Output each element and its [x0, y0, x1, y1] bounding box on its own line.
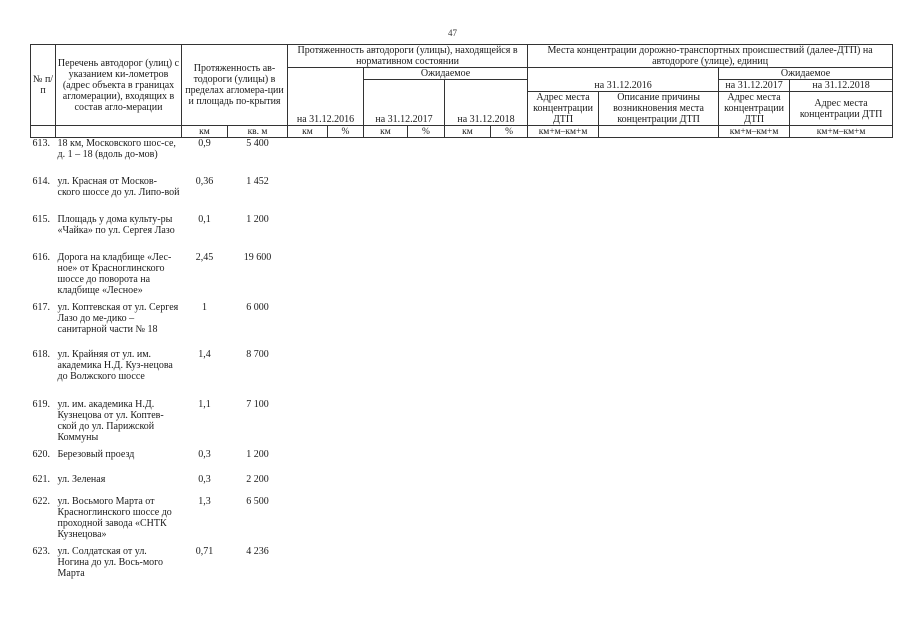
row-road-name: ул. Зеленая — [57, 473, 106, 485]
row-road-name: ул. Коптевская от ул. Сергея Лазо до ме-дико – санитарной части № 18 — [57, 301, 179, 335]
header-dtp-places: Места концентрации дорожно-транспортных происшествий (далее-ДТП) на автодороге (улице), единиц — [528, 45, 893, 68]
unit-empty-name — [56, 126, 182, 138]
header-dtp-expected: Ожидаемое — [719, 68, 893, 80]
row-length-km: 1,4 — [198, 348, 211, 360]
unit-pct-2017: % — [408, 126, 445, 138]
row-area-sq-m: 5 400 — [246, 138, 269, 149]
unit-sq-m: кв. м — [228, 126, 288, 138]
header-road-list: Перечень автодорог (улиц) с указанием ки-лометров (адрес объекта в границах агломерации), входящих в состав агло-мерации — [56, 45, 182, 126]
header-normal-2017: на 31.12.2017 — [364, 80, 445, 126]
header-dtp-2017: на 31.12.2017 — [719, 80, 790, 92]
header-num: № п/п — [31, 45, 56, 126]
header-dtp-address-2017: Адрес места концентрации ДТП — [719, 92, 790, 126]
unit-empty-num — [31, 126, 56, 138]
table-row — [31, 474, 893, 496]
row-road-name: Березовый проезд — [57, 448, 135, 460]
row-number: 614. — [32, 175, 50, 187]
page-number: 47 — [448, 28, 457, 38]
unit-empty-reason — [599, 126, 719, 138]
header-normal-2016: на 31.12.2016 — [288, 68, 364, 126]
row-road-name: Площадь у дома культу-ры «Чайка» по ул. Сергея Лазо — [57, 213, 175, 236]
row-road-name: 18 км, Московского шос-се, д. 1 – 18 (вдоль до-мов) — [57, 138, 176, 160]
row-length-km: 0,71 — [195, 545, 214, 557]
row-length-km: 1,3 — [198, 495, 211, 507]
header-road-length: Протяженность ав-тодороги (улицы) в пределах агломера-ции и площадь по-крытия — [182, 45, 288, 126]
header-dtp-address-2016: Адрес места концентрации ДТП — [528, 92, 599, 126]
table-row — [31, 399, 893, 449]
row-road-name: ул. Красная от Москов-ского шоссе до ул. Липо-вой — [57, 175, 180, 198]
row-length-km: 1,1 — [198, 398, 211, 410]
unit-km-range-2016: км+м–км+м — [528, 126, 599, 138]
row-area-sq-m: 1 452 — [246, 175, 269, 187]
table-row — [31, 546, 893, 582]
unit-pct-2016: % — [328, 126, 364, 138]
header-dtp-address-2018: Адрес места концентрации ДТП — [790, 92, 893, 126]
table-row — [31, 214, 893, 252]
row-number: 615. — [32, 213, 50, 225]
row-length-km: 0,36 — [195, 175, 214, 187]
row-area-sq-m: 19 600 — [243, 251, 272, 263]
unit-km-range-2018: км+м–км+м — [790, 126, 893, 138]
unit-km-2016: км — [288, 126, 328, 138]
table-row — [31, 349, 893, 399]
row-area-sq-m: 2 200 — [246, 473, 269, 485]
table-row — [31, 176, 893, 214]
row-number: 620. — [32, 448, 50, 460]
row-area-sq-m: 7 100 — [246, 398, 269, 410]
row-area-sq-m: 6 500 — [246, 495, 269, 507]
unit-pct-2018: % — [491, 126, 528, 138]
row-length-km: 0,1 — [198, 213, 211, 225]
header-dtp-reason-2016: Описание причины возникновения места концентрации ДТП — [599, 92, 719, 126]
row-number: 618. — [32, 348, 50, 360]
table-body — [31, 138, 893, 582]
unit-km-range-2017: км+м–км+м — [719, 126, 790, 138]
row-road-name: Дорога на кладбище «Лес-ное» от Красноглинского шоссе до поворота на кладбище «Лесное» — [57, 251, 172, 296]
row-number: 616. — [32, 251, 50, 263]
row-number: 623. — [32, 545, 50, 557]
table-row — [31, 496, 893, 546]
row-number: 617. — [32, 301, 50, 313]
table-header — [31, 45, 893, 138]
header-normal-state: Протяженность автодороги (улицы), находящейся в нормативном состоянии — [288, 45, 528, 68]
row-area-sq-m: 4 236 — [246, 545, 269, 557]
row-area-sq-m: 6 000 — [246, 301, 269, 313]
header-normal-2018: на 31.12.2018 — [445, 80, 528, 126]
row-road-name: ул. Восьмого Марта от Красноглинского шоссе до проходной завода «СНТК Кузнецова» — [57, 495, 172, 540]
unit-km-2018: км — [445, 126, 491, 138]
row-length-km: 2,45 — [195, 251, 214, 263]
row-number: 613. — [32, 138, 50, 149]
row-length-km: 0,3 — [198, 448, 211, 460]
header-dtp-2018: на 31.12.2018 — [790, 80, 893, 92]
unit-km: км — [182, 126, 228, 138]
row-road-name: ул. Крайняя от ул. им. академика Н.Д. Куз-нецова до Волжского шоссе — [57, 348, 173, 382]
unit-km-2017: км — [364, 126, 408, 138]
row-length-km: 0,9 — [198, 138, 211, 149]
row-length-km: 0,3 — [198, 473, 211, 485]
row-number: 621. — [32, 473, 50, 485]
table-row — [31, 449, 893, 474]
row-road-name: ул. им. академика Н.Д. Кузнецова от ул. Коптев-ской до ул. Парижской Коммуны — [57, 398, 164, 443]
header-normal-expected: Ожидаемое — [364, 68, 528, 80]
row-number: 619. — [32, 398, 50, 410]
row-area-sq-m: 1 200 — [246, 213, 269, 225]
row-area-sq-m: 8 700 — [246, 348, 269, 360]
row-number: 622. — [32, 495, 50, 507]
row-length-km: 1 — [202, 301, 207, 313]
header-dtp-2016: на 31.12.2016 — [528, 68, 719, 92]
table-row — [31, 138, 893, 176]
table-row — [31, 302, 893, 349]
row-area-sq-m: 1 200 — [246, 448, 269, 460]
road-table — [30, 44, 893, 582]
table-row — [31, 252, 893, 302]
row-road-name: ул. Солдатская от ул. Ногина до ул. Вось-мого Марта — [57, 545, 164, 579]
